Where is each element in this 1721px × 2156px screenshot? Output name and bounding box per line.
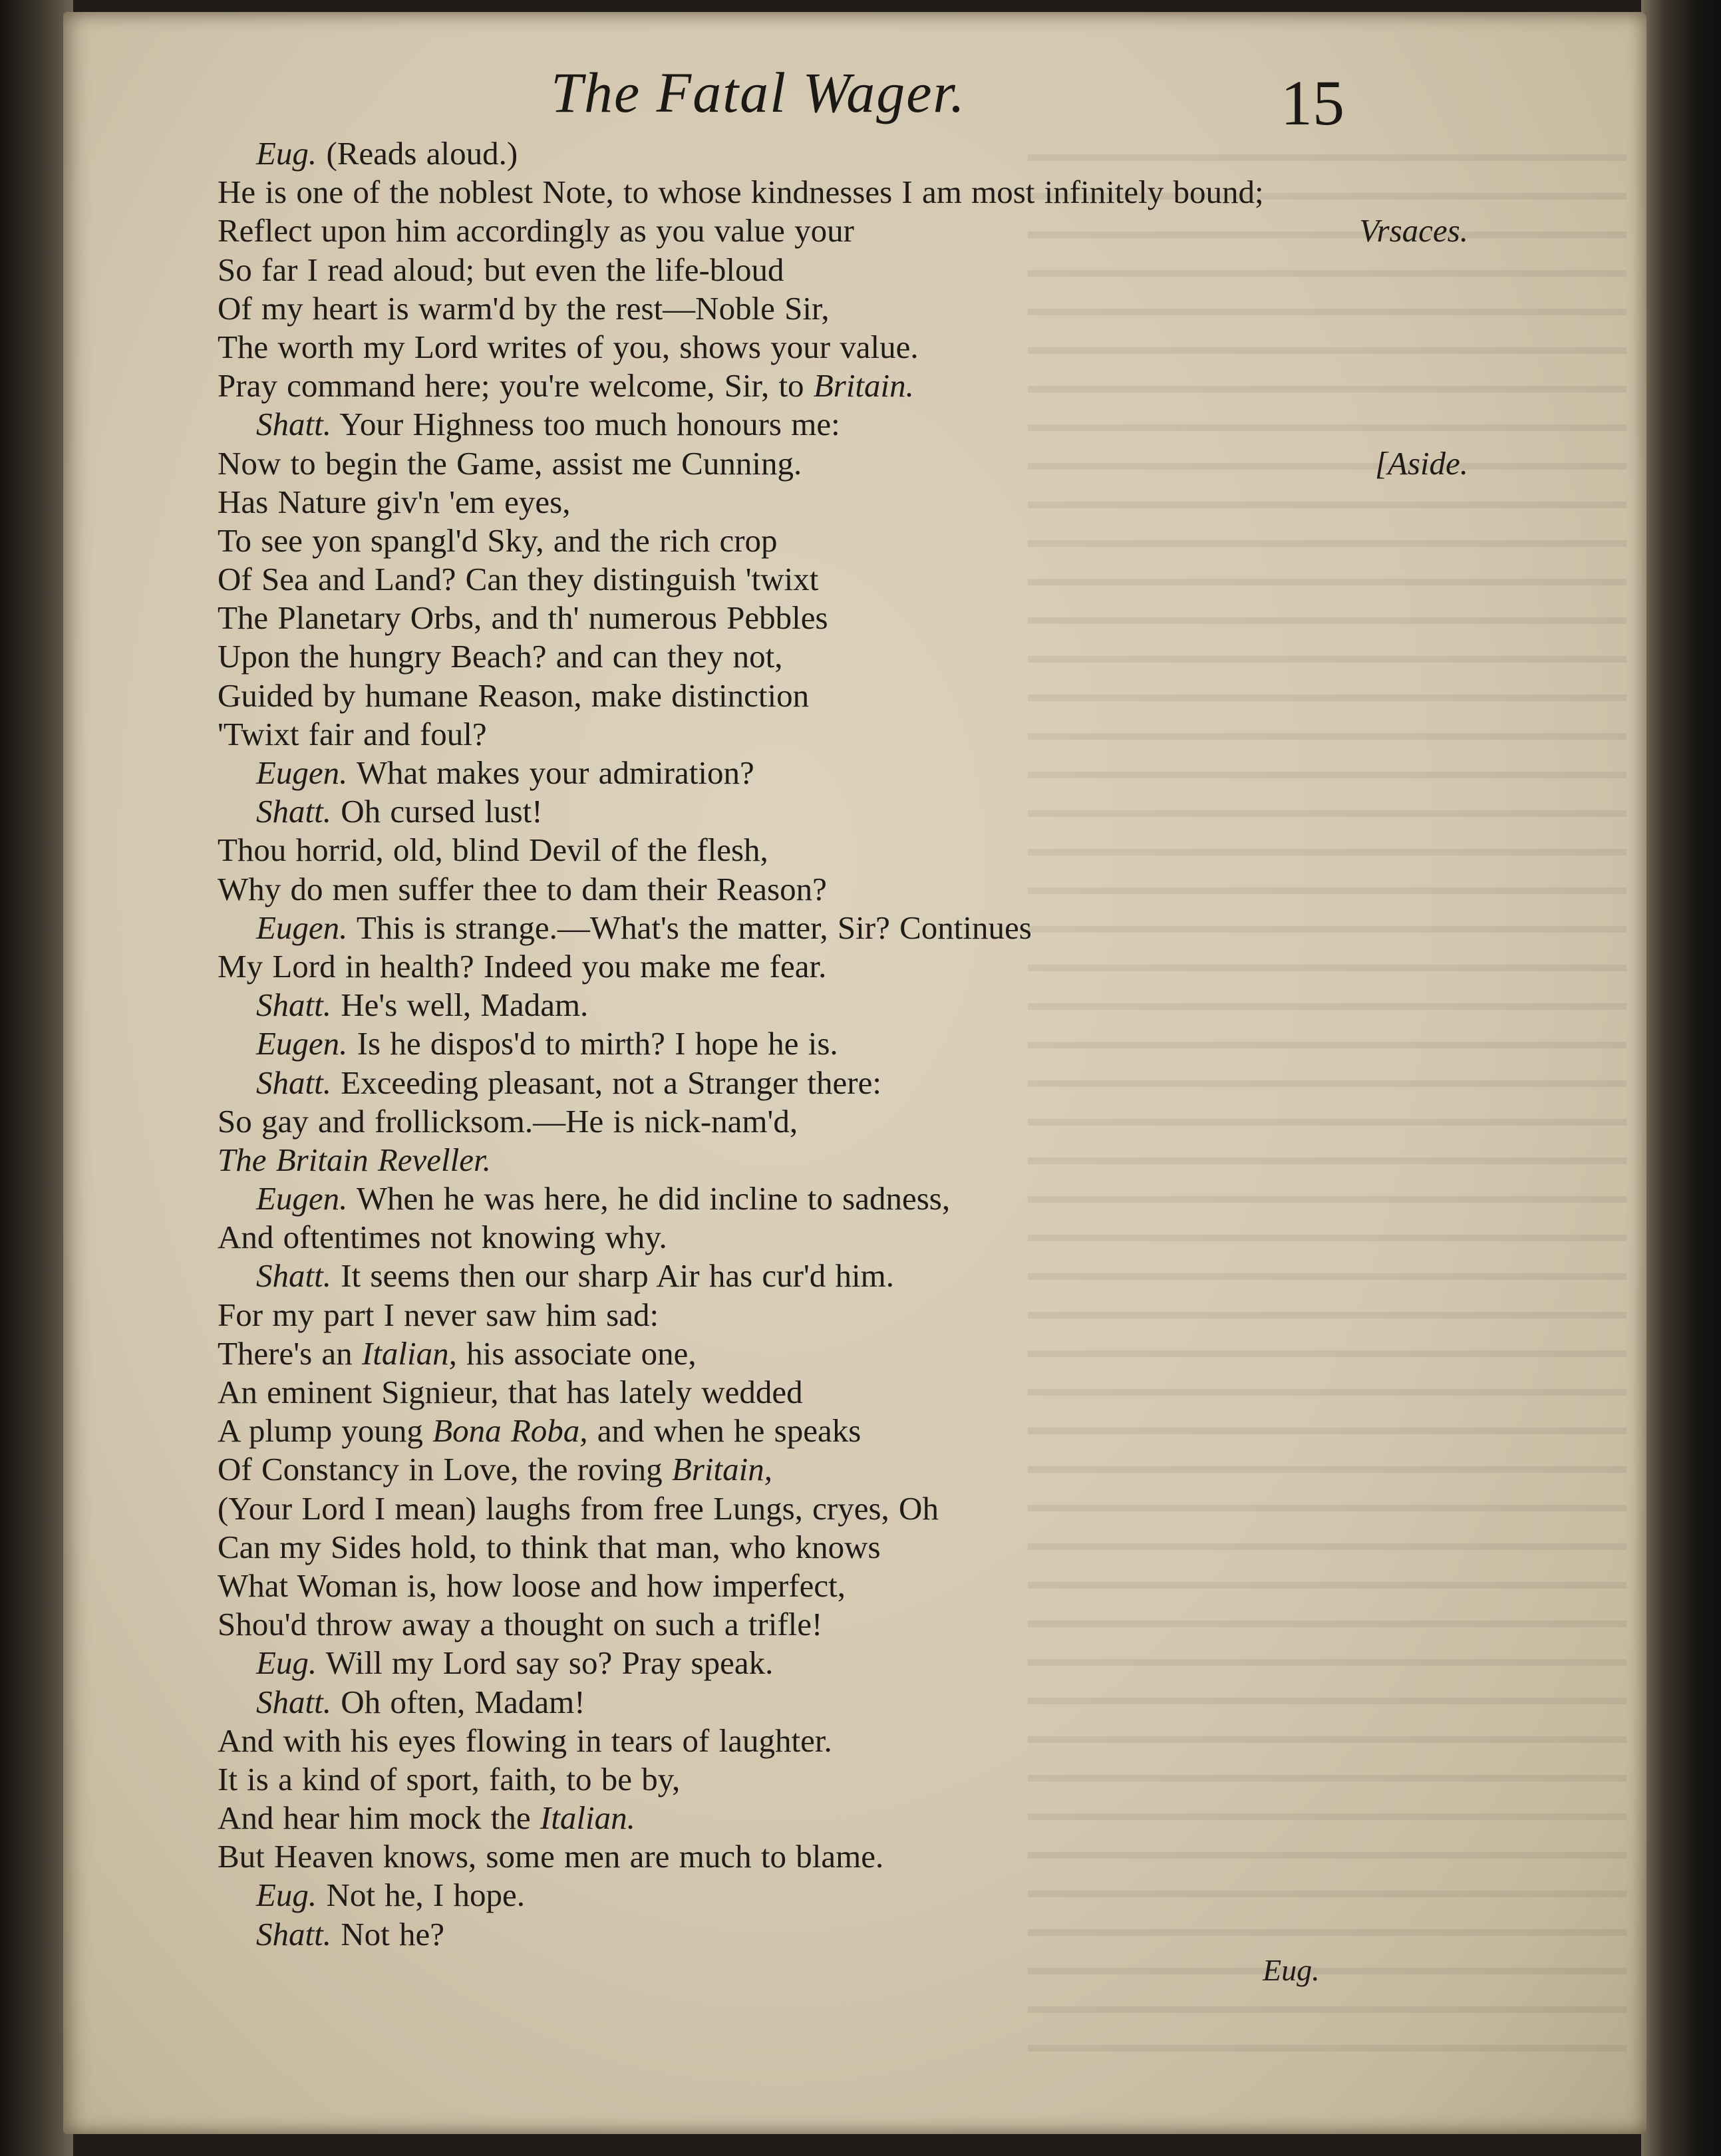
text-line xyxy=(218,1722,1468,1760)
line-text: He is one of the noblest Note, to whose kindnesses I am most infinitely bound; xyxy=(218,174,1264,211)
text-line xyxy=(218,986,1468,1024)
text-line xyxy=(218,1528,1468,1567)
speaker-name: Eug. xyxy=(256,135,317,172)
text-line xyxy=(218,1179,1468,1218)
line-text: Will my Lord say so? Pray speak. xyxy=(325,1644,774,1682)
italic-line: The Britain Reveller. xyxy=(218,1141,491,1178)
page-number: 15 xyxy=(1281,67,1344,138)
line-text: The worth my Lord writes of you, shows your value. xyxy=(218,328,919,365)
line-text: What makes your admiration? xyxy=(356,754,754,791)
line-text: My Lord in health? Indeed you make me fear. xyxy=(218,947,827,985)
text-line xyxy=(218,1876,1468,1915)
text-line xyxy=(218,1567,1468,1605)
line-text: The Planetary Orbs, and th' numerous Pebbles xyxy=(218,599,828,637)
line-text: Oh often, Madam! xyxy=(341,1683,585,1720)
text-line xyxy=(218,173,1468,212)
line-text: And oftentimes not knowing why. xyxy=(218,1219,667,1256)
text-line xyxy=(218,754,1468,792)
running-head: The Fatal Wager. xyxy=(551,61,966,124)
line-text: So gay and frollicksom.—He is nick-nam'd, xyxy=(218,1102,798,1140)
line-text: Oh cursed lust! xyxy=(341,793,543,830)
line-text: Thou horrid, old, blind Devil of the flesh, xyxy=(218,832,768,869)
line-text: To see yon spangl'd Sky, and the rich crop xyxy=(218,522,778,559)
text-line xyxy=(218,1412,1468,1450)
text-line xyxy=(218,909,1468,947)
line-text: So far I read aloud; but even the life-bloud xyxy=(218,251,784,288)
line-text-after: his associate one, xyxy=(456,1334,697,1372)
text-line xyxy=(218,251,1468,289)
line-text: Can my Sides hold, to think that man, who knows xyxy=(218,1528,881,1565)
italic-word: Italian, xyxy=(361,1334,457,1372)
text-line xyxy=(218,212,1468,250)
italic-word: Britain, xyxy=(671,1451,772,1488)
book-gutter xyxy=(0,0,73,2156)
text-line xyxy=(218,405,1468,444)
line-text: Of Sea and Land? Can they distinguish 'twixt xyxy=(218,561,819,598)
text-line xyxy=(218,637,1468,676)
speaker-name: Shatt. xyxy=(256,1257,331,1295)
speaker-name: Eugen. xyxy=(256,754,348,791)
italic-word: Britain. xyxy=(813,367,914,404)
italic-word: Bona Roba, xyxy=(432,1412,588,1450)
line-text: He's well, Madam. xyxy=(341,987,589,1024)
text-line xyxy=(218,1450,1468,1489)
speaker-name: Shatt. xyxy=(256,1683,331,1720)
text-line xyxy=(218,444,1468,483)
line-text: There's an xyxy=(218,1334,362,1372)
line-text: Of Constancy in Love, the roving xyxy=(218,1451,672,1488)
text-line xyxy=(218,1024,1468,1063)
line-text: And with his eyes flowing in tears of laughter. xyxy=(218,1722,832,1759)
line-text: An eminent Signieur, that has lately wedded xyxy=(218,1374,803,1410)
speaker-name: Eugen. xyxy=(256,1180,348,1217)
line-text: Guided by humane Reason, make distinction xyxy=(218,677,810,714)
text-line xyxy=(218,599,1468,637)
text-line xyxy=(218,522,1468,560)
speaker-name: Shatt. xyxy=(256,987,331,1024)
line-text: Not he? xyxy=(341,1915,444,1952)
line-text: Has Nature giv'n 'em eyes, xyxy=(218,483,571,520)
line-text: Now to begin the Game, assist me Cunning. xyxy=(218,444,802,482)
text-line xyxy=(218,483,1468,522)
text-line xyxy=(218,1373,1468,1412)
text-line xyxy=(218,1064,1468,1102)
line-text: Shou'd throw away a thought on such a trifle! xyxy=(218,1606,823,1643)
speaker-name: Shatt. xyxy=(256,1915,331,1952)
line-text: Why do men suffer thee to dam their Reason? xyxy=(218,870,827,907)
text-line xyxy=(218,289,1468,328)
text-line xyxy=(218,1257,1468,1295)
margin-note: Vrsaces. xyxy=(1359,212,1468,249)
line-text: Reflect upon him accordingly as you value your xyxy=(218,212,854,249)
line-text: Not he, I hope. xyxy=(326,1877,526,1914)
text-line xyxy=(218,1644,1468,1682)
play-text xyxy=(218,134,1468,1997)
text-line xyxy=(218,870,1468,909)
text-line xyxy=(218,1218,1468,1257)
speaker-name: Eug. xyxy=(256,1644,317,1682)
line-text: (Your Lord I mean) laughs from free Lungs, cryes, Oh xyxy=(218,1489,939,1527)
text-line xyxy=(218,1683,1468,1722)
margin-note: [Aside. xyxy=(1374,444,1468,482)
text-line xyxy=(218,1489,1468,1528)
line-text: Of my heart is warm'd by the rest—Noble Sir, xyxy=(218,289,830,327)
italic-word: Italian. xyxy=(540,1799,635,1837)
text-line xyxy=(218,1915,1468,1954)
line-text: For my part I never saw him sad: xyxy=(218,1296,659,1333)
speaker-name: Shatt. xyxy=(256,1064,331,1101)
line-text: Exceeding pleasant, not a Stranger there: xyxy=(341,1064,881,1101)
line-text: What Woman is, how loose and how imperfect, xyxy=(218,1567,846,1604)
text-line xyxy=(218,1296,1468,1334)
line-text: (Reads aloud.) xyxy=(326,135,518,172)
text-line xyxy=(218,831,1468,869)
text-line xyxy=(218,1760,1468,1799)
line-text: A plump young xyxy=(218,1412,433,1450)
text-line xyxy=(218,134,1468,173)
catchword: Eug. xyxy=(1263,1953,1320,1987)
text-line xyxy=(218,792,1468,831)
text-line xyxy=(218,1334,1468,1373)
line-text: And hear him mock the xyxy=(218,1799,540,1837)
text-line xyxy=(218,1605,1468,1644)
text-line xyxy=(218,328,1468,367)
line-text: But Heaven knows, some men are much to blame. xyxy=(218,1838,884,1875)
text-line xyxy=(218,677,1468,715)
line-text: Pray command here; you're welcome, Sir, to xyxy=(218,367,814,404)
text-line xyxy=(218,715,1468,754)
line-text: Upon the hungry Beach? and can they not, xyxy=(218,638,783,675)
line-text: This is strange.—What's the matter, Sir? Continues xyxy=(356,909,1032,946)
text-line xyxy=(218,947,1468,986)
text-line xyxy=(218,1837,1468,1876)
line-text: It seems then our sharp Air has cur'd him. xyxy=(341,1257,895,1295)
text-line xyxy=(218,367,1468,405)
line-text: It is a kind of sport, faith, to be by, xyxy=(218,1760,681,1797)
text-line xyxy=(218,1102,1468,1141)
line-text: Your Highness too much honours me: xyxy=(339,406,840,443)
line-text: 'Twixt fair and foul? xyxy=(218,715,487,752)
line-text: When he was here, he did incline to sadness, xyxy=(356,1180,951,1217)
speaker-name: Eugen. xyxy=(256,1025,348,1062)
line-text: Is he dispos'd to mirth? I hope he is. xyxy=(357,1025,838,1062)
text-line xyxy=(218,560,1468,599)
speaker-name: Shatt. xyxy=(256,793,331,830)
text-line xyxy=(218,1799,1468,1837)
speaker-name: Eugen. xyxy=(256,909,348,946)
page-edge xyxy=(1641,0,1721,2156)
speaker-name: Shatt. xyxy=(256,406,331,443)
line-text-after: and when he speaks xyxy=(587,1412,861,1450)
text-line xyxy=(218,1141,1468,1179)
speaker-name: Eug. xyxy=(256,1877,317,1914)
